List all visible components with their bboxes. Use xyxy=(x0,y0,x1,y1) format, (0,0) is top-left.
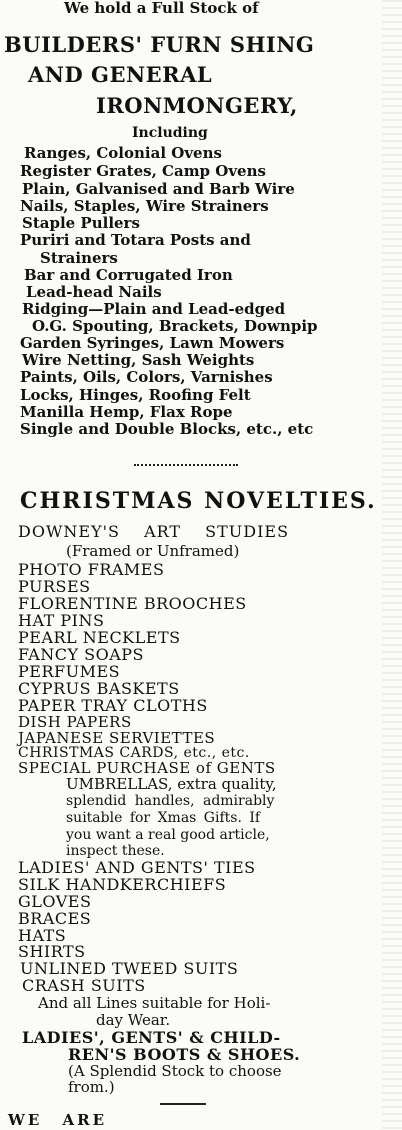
ironmongery-item: O.G. Spouting, Brackets, Downpip xyxy=(32,317,318,335)
novelty-item: PHOTO FRAMES xyxy=(18,560,165,579)
ironmongery-item: Nails, Staples, Wire Strainers xyxy=(20,197,269,215)
ironmongery-item: Lead-head Nails xyxy=(26,283,162,301)
ironmongery-item: Puriri and Totara Posts and xyxy=(20,231,251,249)
novelty-item: CYPRUS BASKETS xyxy=(18,679,180,698)
novelty-item: REN'S BOOTS & SHOES. xyxy=(68,1045,301,1064)
ironmongery-item: Ranges, Colonial Ovens xyxy=(24,144,222,162)
framed-note: (Framed or Unframed) xyxy=(66,542,240,560)
footer-text: WE ARE xyxy=(8,1111,108,1129)
novelty-item: PEARL NECKLETS xyxy=(18,628,181,647)
ironmongery-item-posts xyxy=(20,233,354,248)
section-divider xyxy=(134,464,238,469)
novelty-item: FANCY SOAPS xyxy=(18,645,145,664)
ironmongery-item: Bar and Corrugated Iron xyxy=(24,266,233,284)
ironmongery-item: Ridging—Plain and Lead-edged xyxy=(22,300,286,318)
novelty-item: PAPER TRAY CLOTHS xyxy=(18,696,208,715)
novelty-item: BRACES xyxy=(18,909,92,928)
novelty-item: splendid handles, admirably xyxy=(66,793,275,809)
ironmongery-item: Locks, Hinges, Roofing Felt xyxy=(20,386,251,404)
novelty-item: LADIES' AND GENTS' TIES xyxy=(18,858,256,877)
ironmongery-item: Strainers xyxy=(40,249,118,267)
novelty-item: PERFUMES xyxy=(18,662,121,681)
ironmongery-item: Plain, Galvanised and Barb Wire xyxy=(22,180,295,198)
novelty-item: UMBRELLAS, extra quality, xyxy=(66,775,277,793)
ironmongery-item: Register Grates, Camp Ovens xyxy=(20,162,266,180)
ironmongery-item: Garden Syringes, Lawn Mowers xyxy=(20,334,285,352)
novelty-item: SHIRTS xyxy=(18,942,86,961)
novelty-item: SILK HANDKERCHIEFS xyxy=(18,875,227,894)
novelty-item: from.) xyxy=(68,1078,115,1096)
novelty-item: LADIES', GENTS' & CHILD- xyxy=(22,1028,281,1047)
novelty-item: SPECIAL PURCHASE of GENTS xyxy=(18,759,276,777)
novelty-item: suitable for Xmas Gifts. If xyxy=(66,810,261,826)
novelty-item: And all Lines suitable for Holi- xyxy=(38,994,271,1012)
christmas-heading: CHRISTMAS NOVELTIES. xyxy=(20,488,377,514)
art-studies: DOWNEY'S ART STUDIES xyxy=(18,522,290,541)
novelty-item: HATS xyxy=(18,926,67,945)
novelty-item: (A Splendid Stock to choose xyxy=(68,1062,282,1080)
novelty-item: UNLINED TWEED SUITS xyxy=(20,959,239,978)
intro-text: We hold a Full Stock of xyxy=(64,0,259,17)
novelty-item: day Wear. xyxy=(96,1011,171,1029)
novelty-item: you want a real good article, xyxy=(66,827,270,843)
novelty-item: JAPANESE SERVIETTES xyxy=(18,729,216,747)
novelty-item: inspect these. xyxy=(66,843,165,859)
novelty-item: CRASH SUITS xyxy=(22,976,146,995)
heading-ironmongery: IRONMONGERY, xyxy=(96,93,298,118)
ironmongery-item: Wire Netting, Sash Weights xyxy=(22,351,255,369)
heading-builders: BUILDERS' FURN SHING xyxy=(4,32,315,57)
ironmongery-item: Staple Pullers xyxy=(22,214,140,232)
novelty-item: DISH PAPERS xyxy=(18,713,132,731)
ironmongery-item: Manilla Hemp, Flax Rope xyxy=(20,403,233,421)
page-edge-texture xyxy=(382,0,402,1130)
footer-divider xyxy=(160,1103,206,1105)
ironmongery-item: Paints, Oils, Colors, Varnishes xyxy=(20,368,273,386)
heading-general: AND GENERAL xyxy=(28,62,213,87)
novelty-item: HAT PINS xyxy=(18,611,105,630)
including-label: Including xyxy=(132,125,208,141)
novelty-item: GLOVES xyxy=(18,892,92,911)
novelty-item: PURSES xyxy=(18,577,91,596)
novelty-item: FLORENTINE BROOCHES xyxy=(18,594,247,613)
ironmongery-item: Single and Double Blocks, etc., etc xyxy=(20,420,314,438)
novelty-item: CHRISTMAS CARDS, etc., etc. xyxy=(18,745,250,761)
